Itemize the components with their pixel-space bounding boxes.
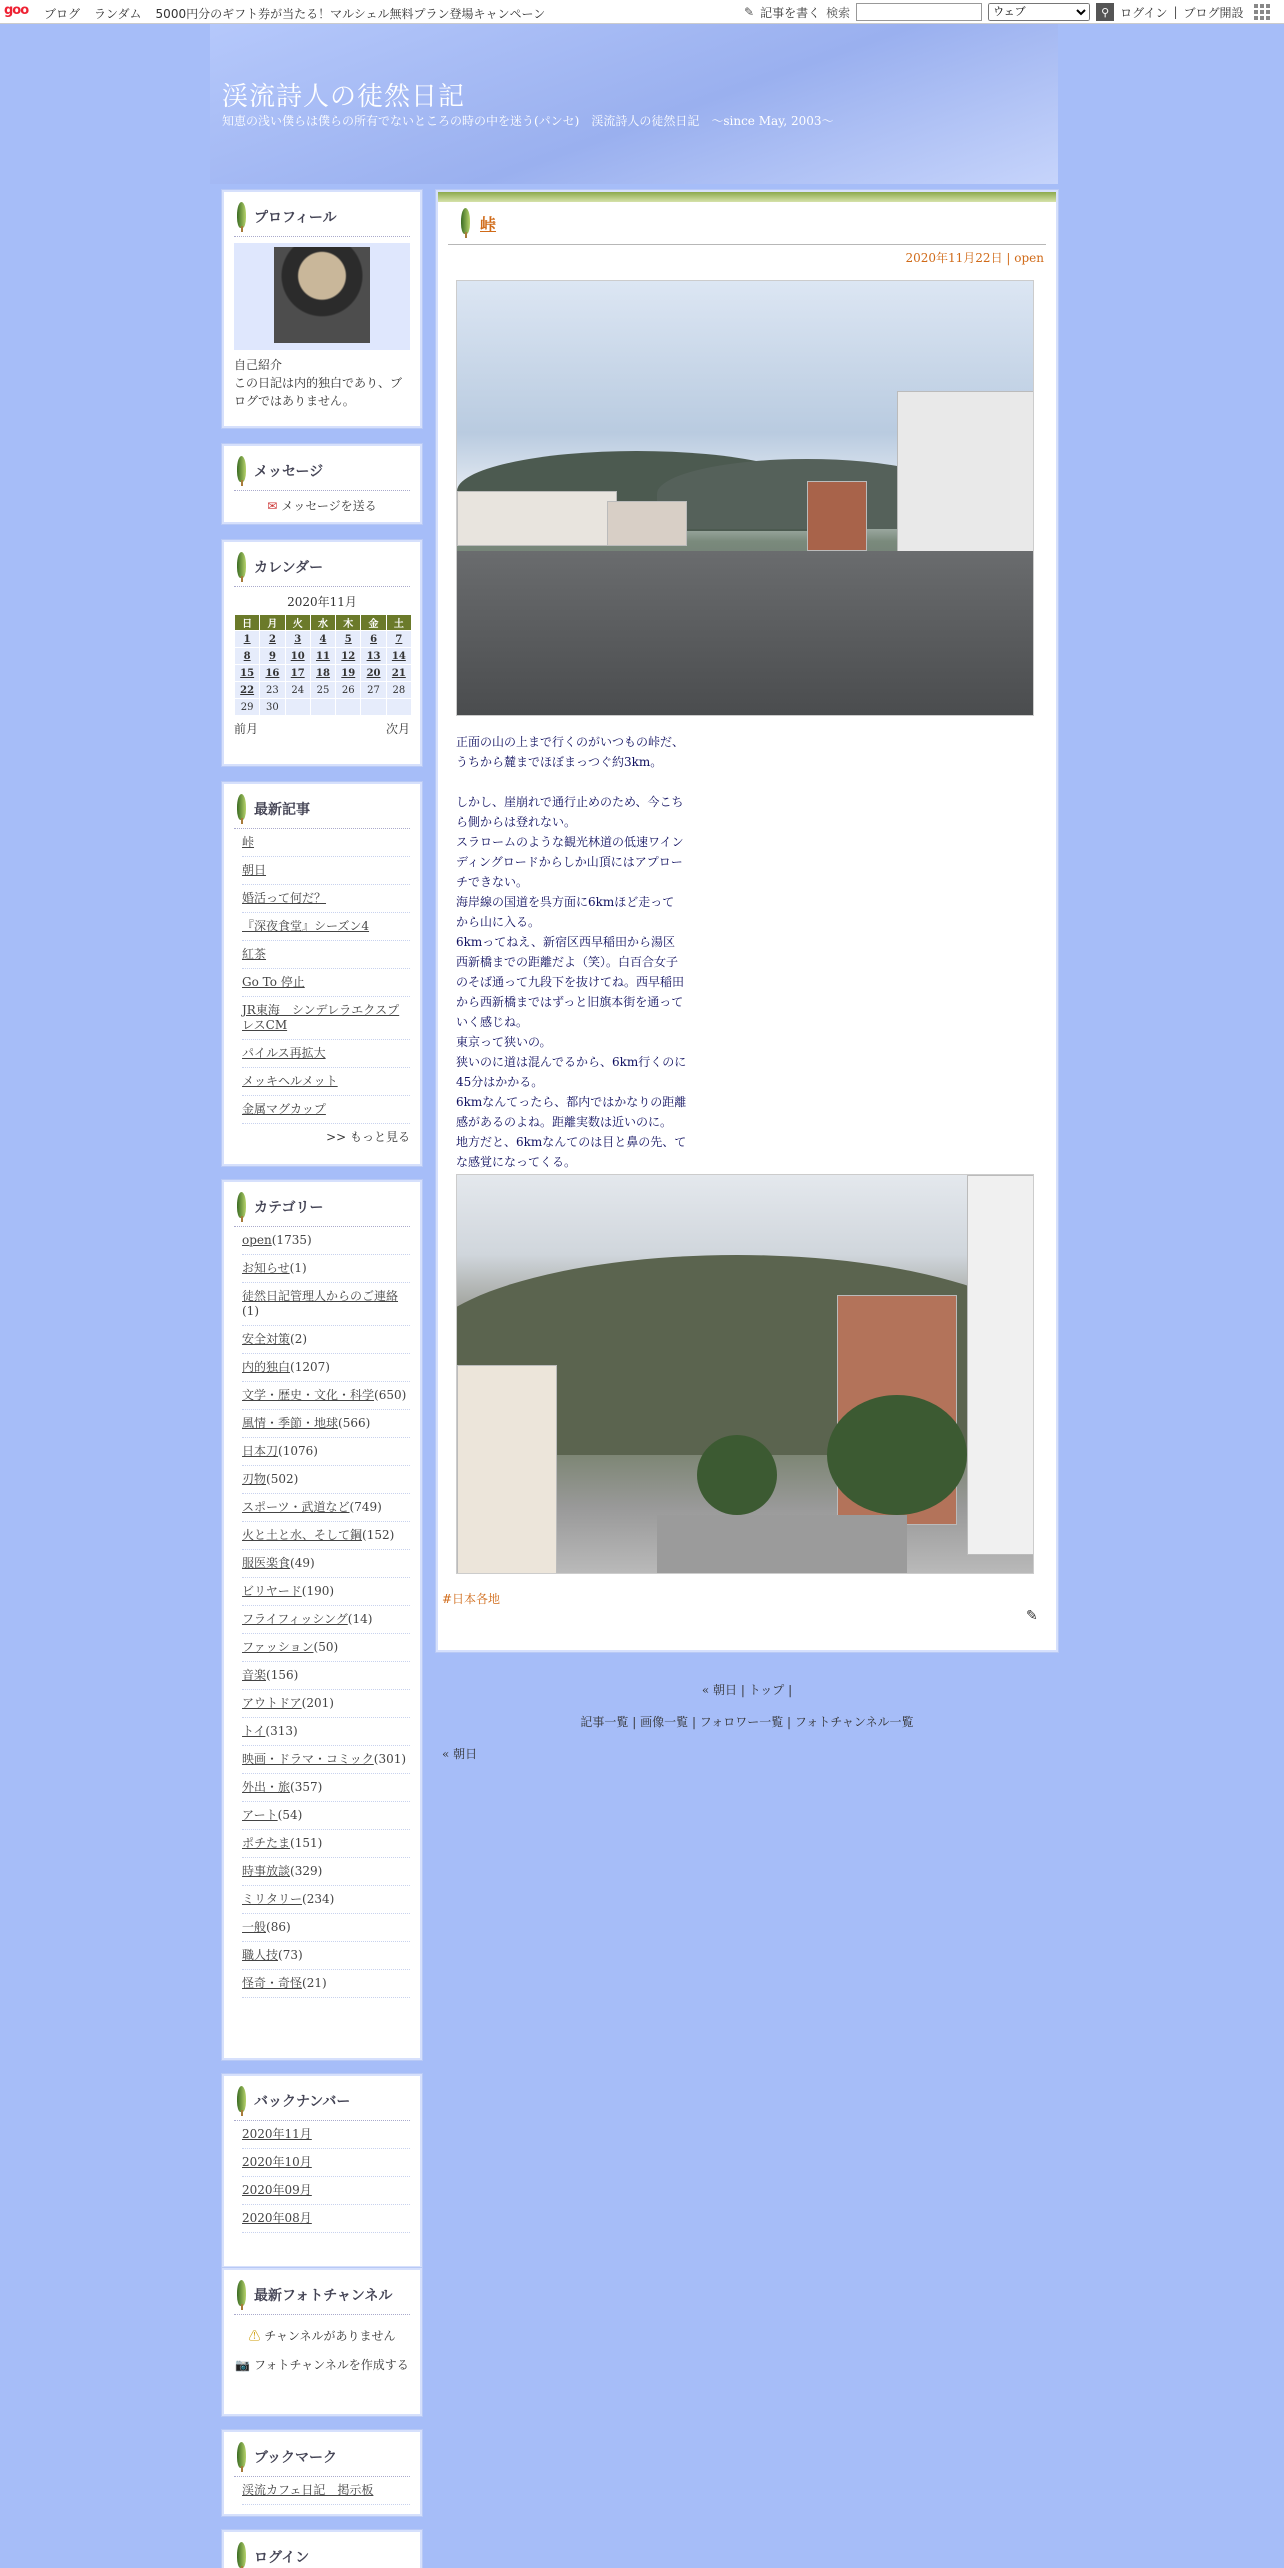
category-link[interactable]: 刃物 bbox=[242, 1472, 267, 1486]
pencil-icon: ✎ bbox=[744, 5, 755, 19]
calendar-weekday: 金 bbox=[361, 615, 386, 631]
tree-icon bbox=[234, 2086, 248, 2116]
category-count: (1735) bbox=[271, 1233, 312, 1247]
list-item bbox=[242, 1970, 410, 1998]
list-item bbox=[242, 1718, 410, 1746]
category-link[interactable]: 文学・歴史・文化・科学 bbox=[242, 1388, 375, 1402]
calendar-weekday: 土 bbox=[386, 615, 411, 631]
list-item bbox=[242, 1326, 410, 1354]
calendar-day: 24 bbox=[285, 682, 310, 699]
category-link[interactable]: アート bbox=[242, 1808, 278, 1822]
toolbar-link-blog[interactable]: ブログ bbox=[44, 7, 81, 21]
calendar-day: 25 bbox=[310, 682, 335, 699]
category-count: (156) bbox=[266, 1668, 299, 1682]
follower-list-link[interactable]: フォロワー一覧 bbox=[699, 1715, 784, 1729]
category-link[interactable]: ポチたま bbox=[242, 1836, 291, 1850]
goo-toolbar bbox=[0, 0, 1284, 24]
recent-post-link[interactable]: 紅茶 bbox=[242, 947, 267, 961]
list-item bbox=[242, 941, 410, 969]
tree-icon bbox=[234, 794, 248, 824]
list-item bbox=[242, 1522, 410, 1550]
more-posts-link[interactable]: >> もっと見る bbox=[326, 1130, 410, 1144]
list-item bbox=[242, 1410, 410, 1438]
category-link[interactable]: 音楽 bbox=[242, 1668, 267, 1682]
backnumber-list bbox=[234, 2121, 410, 2233]
widget-title: ログイン bbox=[254, 2547, 309, 2567]
calendar-day: 30 bbox=[260, 699, 285, 716]
photochannel-list-link[interactable]: フォトチャンネル一覧 bbox=[794, 1715, 914, 1729]
category-count: (301) bbox=[373, 1752, 407, 1766]
recent-posts-list bbox=[234, 829, 410, 1124]
list-item bbox=[242, 1858, 410, 1886]
prev-entry-link[interactable]: 朝日 bbox=[712, 1683, 737, 1697]
list-item bbox=[242, 1494, 410, 1522]
category-link[interactable]: 風情・季節・地球 bbox=[242, 1416, 339, 1430]
profile-image-frame bbox=[234, 243, 410, 350]
list-item bbox=[242, 997, 410, 1040]
calendar-day[interactable]: 18 bbox=[310, 665, 335, 682]
category-count: (329) bbox=[290, 1864, 323, 1878]
calendar-week bbox=[235, 648, 412, 665]
prev-month-link[interactable]: 前月 bbox=[234, 722, 259, 736]
create-photochannel-link[interactable]: フォトチャンネルを作成する bbox=[254, 2358, 409, 2372]
category-count: (566) bbox=[338, 1416, 371, 1430]
calendar-week bbox=[235, 665, 412, 682]
list-item bbox=[242, 1227, 410, 1255]
toolbar-nav bbox=[44, 5, 545, 22]
category-link[interactable]: ミリタリー bbox=[242, 1892, 303, 1906]
list-item bbox=[242, 969, 410, 997]
category-link[interactable]: ビリヤード bbox=[242, 1584, 302, 1598]
tree-icon bbox=[234, 456, 248, 486]
write-article-link[interactable]: 記事を書く bbox=[760, 5, 821, 20]
list-item bbox=[242, 1886, 410, 1914]
list-item bbox=[242, 2177, 410, 2205]
message-widget bbox=[222, 444, 422, 524]
photochannel-widget bbox=[222, 2268, 422, 2416]
backnumber-widget bbox=[222, 2074, 422, 2268]
recent-post-link[interactable]: 『深夜食堂』シーズン4 bbox=[242, 919, 370, 933]
tree-icon bbox=[234, 2542, 248, 2568]
goo-logo[interactable]: goo bbox=[4, 3, 29, 18]
entry-body-text: 正面の山の上まで行くのがいつもの峠だ、 うちから麓までほぼまっつぐ約3km。 しかし、崖崩れで通行止めのため、今こち ら側からは登れない。 スラロームのような観光林道の低速ワイン ディングロードからしか山頂にはアプロー チできない。 海岸線の国道を呉方面に6kmほど走って から山に入る。 6kmってねえ、新宿区西早稲田から湯区 西新橋までの距離だよ（笑）。白百合女子 のそば通って九段下を抜けてね。西早稲田 から西新橋まではずっと旧旗本街を通って いく感じね。 東京って狭いの。 狭いのに道は混んでるから、6km行くのに 45分はかかる。 6kmなんてったら、都内ではかなりの距離 感があるのよね。距離実数は近いのに。 地方だと、6kmなんてのは目と鼻の先、て な感覚になってくる。 bbox=[456, 735, 687, 1169]
list-item bbox=[242, 1438, 410, 1466]
category-link[interactable]: トイ bbox=[242, 1724, 266, 1738]
category-link[interactable]: 映画・ドラマ・コミック bbox=[242, 1752, 374, 1766]
list-item bbox=[242, 885, 410, 913]
no-channel-text: チャンネルがありません bbox=[264, 2329, 396, 2343]
category-count: (1207) bbox=[290, 1360, 330, 1374]
calendar-day bbox=[361, 699, 386, 716]
widget-title: カテゴリー bbox=[254, 1197, 323, 1217]
category-count: (313) bbox=[265, 1724, 298, 1738]
entry-tag-link[interactable]: #日本各地 bbox=[442, 1592, 501, 1606]
calendar-day: 29 bbox=[235, 699, 260, 716]
calendar-day[interactable]: 11 bbox=[310, 648, 335, 665]
widget-title: 最新記事 bbox=[254, 799, 310, 819]
calendar-day[interactable]: 21 bbox=[386, 665, 411, 682]
category-link[interactable]: アウトドア bbox=[242, 1696, 302, 1710]
bookmark-list bbox=[234, 2477, 410, 2505]
search-scope-select[interactable] bbox=[988, 3, 1090, 21]
calendar-day bbox=[310, 699, 335, 716]
entry bbox=[436, 190, 1058, 1652]
calendar-day: 23 bbox=[260, 682, 285, 699]
tree-icon bbox=[234, 2442, 248, 2472]
warning-icon: ⚠ bbox=[248, 2329, 261, 2343]
toolbar-link-random[interactable]: ランダム bbox=[94, 7, 142, 21]
recent-post-link[interactable]: 朝日 bbox=[242, 863, 267, 877]
list-item bbox=[242, 829, 410, 857]
list-item bbox=[242, 1255, 410, 1283]
category-count: (14) bbox=[347, 1612, 373, 1626]
login-widget bbox=[222, 2530, 422, 2568]
entry-date-link[interactable]: 2020年11月22日 bbox=[905, 251, 1003, 265]
category-link[interactable]: 日本刀 bbox=[242, 1444, 279, 1458]
list-item bbox=[242, 2121, 410, 2149]
top-link[interactable]: トップ bbox=[748, 1683, 785, 1697]
list-item bbox=[242, 2149, 410, 2177]
list-item bbox=[242, 1606, 410, 1634]
list-item bbox=[242, 2477, 410, 2505]
message-icon: ✉ bbox=[267, 499, 278, 513]
list-item bbox=[242, 1068, 410, 1096]
profile-widget bbox=[222, 190, 422, 428]
profile-intro-label: 自己紹介 bbox=[234, 358, 283, 372]
backnumber-link[interactable]: 2020年09月 bbox=[242, 2183, 312, 2197]
list-item bbox=[242, 1634, 410, 1662]
category-count: (86) bbox=[266, 1920, 291, 1934]
category-link[interactable]: フライフィッシング bbox=[242, 1612, 348, 1626]
apps-grid-icon[interactable] bbox=[1254, 4, 1270, 20]
calendar-day[interactable]: 1 bbox=[235, 631, 260, 648]
category-count: (190) bbox=[301, 1584, 335, 1598]
search-input[interactable] bbox=[856, 3, 982, 21]
category-count: (1076) bbox=[278, 1444, 318, 1458]
recent-post-link[interactable]: メッキヘルメット bbox=[242, 1074, 338, 1088]
category-count: (50) bbox=[313, 1640, 339, 1654]
calendar-day[interactable]: 10 bbox=[285, 648, 310, 665]
calendar-day: 26 bbox=[336, 682, 361, 699]
list-item bbox=[242, 1578, 410, 1606]
toolbar-right: ✎ 記事を書く 検索 ウェブ ⚲ ログイン | ブログ開設 bbox=[744, 3, 1244, 21]
calendar-day[interactable]: 4 bbox=[310, 631, 335, 648]
entry-header-bar bbox=[438, 192, 1056, 202]
category-link[interactable]: 内的独白 bbox=[242, 1360, 291, 1374]
list-item bbox=[242, 1746, 410, 1774]
recent-post-link[interactable]: JR東海 シンデレラエクスプレスCM bbox=[242, 1003, 400, 1032]
calendar-weekday: 水 bbox=[310, 615, 335, 631]
calendar-day[interactable]: 15 bbox=[235, 665, 260, 682]
calendar-week bbox=[235, 682, 412, 699]
calendar-day[interactable]: 16 bbox=[260, 665, 285, 682]
calendar-widget bbox=[222, 540, 422, 766]
tree-icon bbox=[234, 552, 248, 582]
calendar-weekday: 日 bbox=[235, 615, 260, 631]
blog-title[interactable]: 渓流詩人の徒然日記 bbox=[222, 82, 466, 112]
image-list-link[interactable]: 画像一覧 bbox=[640, 1715, 689, 1729]
next-month-link[interactable]: 次月 bbox=[385, 722, 410, 736]
category-count: (201) bbox=[301, 1696, 334, 1710]
calendar-weekday: 火 bbox=[285, 615, 310, 631]
list-item bbox=[242, 2205, 410, 2233]
category-count: (749) bbox=[349, 1500, 382, 1514]
calendar-day bbox=[285, 699, 310, 716]
category-link[interactable]: 徒然日記管理人からのご連絡 bbox=[242, 1289, 399, 1303]
widget-title: 最新フォトチャンネル bbox=[254, 2285, 392, 2305]
back-entry-link[interactable]: 朝日 bbox=[453, 1747, 478, 1761]
backnumber-link[interactable]: 2020年10月 bbox=[242, 2155, 312, 2169]
tree-icon bbox=[234, 1192, 248, 1222]
category-count: (73) bbox=[278, 1948, 303, 1962]
tree-icon bbox=[458, 208, 472, 238]
widget-title: プロフィール bbox=[254, 207, 337, 227]
category-count: (502) bbox=[266, 1472, 299, 1486]
category-count: (234) bbox=[302, 1892, 335, 1906]
avatar[interactable] bbox=[274, 247, 370, 343]
list-item bbox=[242, 1040, 410, 1068]
send-message-link[interactable]: メッセージを送る bbox=[281, 499, 377, 513]
calendar-day[interactable]: 8 bbox=[235, 648, 260, 665]
category-list bbox=[234, 1227, 410, 1998]
category-link[interactable]: 怪奇・奇怪 bbox=[242, 1976, 303, 1990]
recent-posts-widget bbox=[222, 782, 422, 1166]
calendar-day[interactable]: 19 bbox=[336, 665, 361, 682]
open-blog-link[interactable]: ブログ開設 bbox=[1183, 5, 1244, 20]
calendar-day[interactable]: 5 bbox=[336, 631, 361, 648]
list-item bbox=[242, 1690, 410, 1718]
category-widget bbox=[222, 1180, 422, 2060]
widget-title: カレンダー bbox=[254, 557, 323, 577]
category-count: (1) bbox=[289, 1261, 307, 1275]
calendar-week bbox=[235, 699, 412, 716]
calendar-day[interactable]: 14 bbox=[386, 648, 411, 665]
back-prefix: « bbox=[442, 1747, 450, 1761]
entry-category-link[interactable]: open bbox=[1014, 251, 1044, 265]
blog-subtitle: 知恵の浅い僕らは僕らの所有でないところの時の中を迷う(パンセ) 渓流詩人の徒然日記 ～since May, 2003～ bbox=[222, 114, 834, 128]
backnumber-link[interactable]: 2020年08月 bbox=[242, 2211, 312, 2225]
category-count: (650) bbox=[374, 1388, 407, 1402]
calendar-day: 28 bbox=[386, 682, 411, 699]
edit-pencil-icon[interactable]: ✎ bbox=[1026, 1608, 1038, 1624]
list-item bbox=[242, 1662, 410, 1690]
bookmark-link[interactable]: 渓流カフェ日記 掲示板 bbox=[242, 2483, 374, 2497]
category-count: (152) bbox=[362, 1528, 395, 1542]
category-count: (49) bbox=[290, 1556, 315, 1570]
calendar-week bbox=[235, 631, 412, 648]
recent-post-link[interactable]: 婚活って何だ？ bbox=[242, 891, 327, 905]
category-link[interactable]: 職人技 bbox=[242, 1948, 279, 1962]
login-link[interactable]: ログイン bbox=[1120, 5, 1168, 20]
calendar-day bbox=[336, 699, 361, 716]
calendar-day[interactable]: 13 bbox=[361, 648, 386, 665]
widget-title: バックナンバー bbox=[254, 2091, 350, 2111]
entry-navigation: « 朝日 | トップ | 記事一覧 | 画像一覧 | フォロワー一覧 | フォトチャンネル一覧 « 朝日 bbox=[442, 1683, 914, 1761]
list-item bbox=[242, 1466, 410, 1494]
search-icon: ⚲ bbox=[1101, 5, 1110, 19]
calendar-day[interactable]: 2 bbox=[260, 631, 285, 648]
category-link[interactable]: 一般 bbox=[242, 1920, 267, 1934]
category-count: (2) bbox=[290, 1332, 308, 1346]
calendar-day bbox=[386, 699, 411, 716]
recent-post-link[interactable]: Go To 停止 bbox=[242, 975, 305, 989]
entry-photo-1[interactable] bbox=[456, 280, 1034, 716]
category-link[interactable]: open bbox=[242, 1233, 272, 1247]
list-item bbox=[242, 913, 410, 941]
recent-post-link[interactable]: パイルス再拡大 bbox=[242, 1046, 326, 1060]
calendar-day[interactable]: 17 bbox=[285, 665, 310, 682]
toolbar-link-campaign[interactable]: 5000円分のギフト券が当たる！マルシェル無料プラン登場キャンペーン bbox=[155, 7, 546, 21]
list-item bbox=[242, 1550, 410, 1578]
list-item bbox=[242, 1802, 410, 1830]
bookmark-widget bbox=[222, 2430, 422, 2516]
calendar-day[interactable]: 22 bbox=[235, 682, 260, 699]
calendar-month: 2020年11月 bbox=[287, 595, 357, 609]
category-link[interactable]: お知らせ bbox=[242, 1261, 290, 1275]
category-link[interactable]: 服医楽食 bbox=[242, 1556, 291, 1570]
list-item bbox=[242, 1283, 410, 1326]
calendar-day[interactable]: 6 bbox=[361, 631, 386, 648]
profile-intro-text: この日記は内的独白であり、ブログではありません。 bbox=[234, 376, 403, 408]
entry-photo-2[interactable] bbox=[456, 1174, 1034, 1574]
calendar-day[interactable]: 7 bbox=[386, 631, 411, 648]
blog-header bbox=[210, 24, 1058, 184]
category-link[interactable]: 安全対策 bbox=[242, 1332, 291, 1346]
entry-title[interactable]: 峠 bbox=[480, 214, 497, 234]
category-count: (54) bbox=[277, 1808, 303, 1822]
category-count: (357) bbox=[290, 1780, 323, 1794]
article-list-link[interactable]: 記事一覧 bbox=[580, 1715, 629, 1729]
list-item bbox=[242, 1774, 410, 1802]
list-item bbox=[242, 857, 410, 885]
category-count: (151) bbox=[290, 1836, 323, 1850]
calendar-table bbox=[234, 614, 412, 716]
calendar-day[interactable]: 9 bbox=[260, 648, 285, 665]
widget-title: ブックマーク bbox=[254, 2447, 337, 2467]
list-item bbox=[242, 1096, 410, 1124]
tree-icon bbox=[234, 2280, 248, 2310]
list-item bbox=[242, 1354, 410, 1382]
category-count: (21) bbox=[302, 1976, 327, 1990]
category-link[interactable]: 時事放談 bbox=[242, 1864, 291, 1878]
search-button[interactable] bbox=[1096, 3, 1114, 21]
recent-post-link[interactable]: 金属マグカップ bbox=[242, 1102, 326, 1116]
category-link[interactable]: 外出・旅 bbox=[242, 1780, 291, 1794]
calendar-day[interactable]: 20 bbox=[361, 665, 386, 682]
list-item bbox=[242, 1942, 410, 1970]
camera-icon: 📷 bbox=[235, 2358, 251, 2372]
calendar-day[interactable]: 12 bbox=[336, 648, 361, 665]
search-label: 検索 bbox=[826, 5, 851, 20]
list-item bbox=[242, 1830, 410, 1858]
calendar-day: 27 bbox=[361, 682, 386, 699]
recent-post-link[interactable]: 峠 bbox=[242, 835, 255, 849]
calendar-day[interactable]: 3 bbox=[285, 631, 310, 648]
category-link[interactable]: スポーツ・武道など bbox=[242, 1500, 350, 1514]
category-link[interactable]: 火と土と水、そして鋼 bbox=[242, 1528, 363, 1542]
category-link[interactable]: ファッション bbox=[242, 1640, 314, 1654]
category-count: (1) bbox=[242, 1304, 259, 1318]
entry-meta: 2020年11月22日 | open bbox=[905, 251, 1044, 265]
list-item bbox=[242, 1914, 410, 1942]
widget-title: メッセージ bbox=[254, 461, 323, 481]
backnumber-link[interactable]: 2020年11月 bbox=[242, 2127, 312, 2141]
tree-icon bbox=[234, 202, 248, 232]
calendar-weekday: 月 bbox=[260, 615, 285, 631]
prev-prefix: « bbox=[701, 1683, 710, 1697]
list-item bbox=[242, 1382, 410, 1410]
calendar-weekday: 木 bbox=[336, 615, 361, 631]
